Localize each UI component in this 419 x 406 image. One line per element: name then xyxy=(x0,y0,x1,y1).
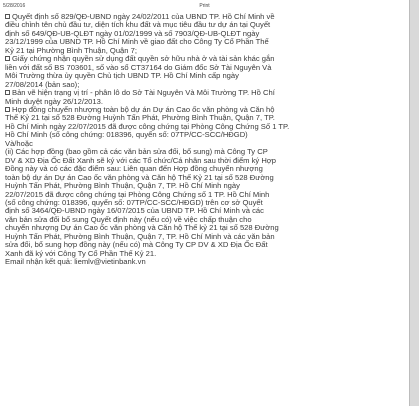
checkbox-bullet-icon xyxy=(5,14,10,19)
line-text: Và/hoặc xyxy=(5,138,33,148)
text-line xyxy=(5,258,403,266)
line-text: Hồ Chí Minh (số công chứng: 018396, quyển số: 07TP/CC-SCC/HĐGD) xyxy=(5,130,248,140)
line-text: Huỳnh Tấn Phát, Phường Bình Thuận, Quận 7, TP. Hồ Chí Minh ngày xyxy=(5,181,240,191)
print-date: 5/28/2016 xyxy=(3,3,26,9)
line-text: toàn bộ dự án Dự án Cao ốc văn phòng và Căn hộ Thế Kỷ 21 tại số 528 Đường xyxy=(5,172,274,182)
line-text: 27/08/2014 (bản sao); xyxy=(5,79,80,89)
line-text: (số công chứng: 018396, quyển số: 07TP/CC-SCC/HĐGD) trên cơ sở Quyết xyxy=(5,197,263,207)
line-text: Quyết định số 829/QĐ-UBND ngày 24/02/2011 của UBND TP. Hồ Chí Minh về xyxy=(12,12,275,21)
line-text: Hợp đồng chuyển nhượng toàn bộ dự án Dự án Cao ốc văn phòng và Căn hộ xyxy=(12,104,275,114)
line-text: định số 649/QĐ-UB-QLĐT ngày 01/02/1999 và số 7903/QĐ-UB-QLĐT ngày xyxy=(5,28,260,38)
line-text: Đồng này và có các đặc điểm sau: Liên quan đến Hợp đồng chuyển nhượng xyxy=(5,164,263,174)
document-body xyxy=(5,13,403,267)
checkbox-bullet-icon xyxy=(5,56,10,61)
line-text: Kỷ 21 tại Phường Bình Thuận, Quận 7; xyxy=(5,45,137,55)
line-text: liền với đất số BS 703601, số vào sổ CT37164 do Giám đốc Sở Tài Nguyên Và xyxy=(5,62,272,72)
line-text: Email nhận kết quả: liemlv@vietinbank.vn xyxy=(5,257,146,267)
paragraph xyxy=(5,55,403,89)
print-title: Print xyxy=(199,3,210,9)
checkbox-bullet-icon xyxy=(5,90,10,95)
line-text: Bản vẽ hiện trạng vị trí - phân lô do Sở Tài Nguyên Và Môi Trường TP. Hồ Chí xyxy=(12,88,275,98)
line-text: Môi Trường thừa ủy quyền Chủ tịch UBND TP. Hồ Chí Minh cấp ngày xyxy=(5,71,239,81)
text-line xyxy=(5,131,403,139)
line-text: Hồ Chí Minh ngày 22/07/2015 đã được công chứng tại Phòng Công Chứng Số 1 TP. xyxy=(5,121,290,131)
line-text: 22/07/2015 đã được công chứng tại Phòng Công Chứng số 1 TP. Hồ Chí Minh xyxy=(5,189,270,199)
paragraph xyxy=(5,106,403,148)
print-header xyxy=(3,3,406,11)
paragraph xyxy=(5,148,403,266)
checkbox-bullet-icon xyxy=(5,107,10,112)
paragraph xyxy=(5,89,403,106)
line-text: Thế Kỷ 21 tại số 528 Đường Huỳnh Tấn Phát, Phường Bình Thuận, Quận 7, TP. xyxy=(5,113,275,123)
paragraph xyxy=(5,13,403,55)
line-text: Huỳnh Tấn Phát, Phường Bình Thuận, Quận 7, TP. Hồ Chí Minh và các văn bản xyxy=(5,231,275,241)
line-text: Xanh đã ký với Công Ty Cổ Phần Thế Kỷ 21. xyxy=(5,248,157,258)
line-text: sửa đổi, bổ sung hợp đồng này (nếu có) mà Công Ty CP DV & XD Địa Ốc Đất xyxy=(5,240,268,250)
vertical-scrollbar[interactable] xyxy=(409,0,419,406)
line-text: DV & XD Địa Ốc Đất Xanh sẽ ký với các Tổ chức/Cá nhân sau thời điểm ký Hợp xyxy=(5,155,277,165)
line-text: định số 3464/QĐ-UBND ngày 16/07/2015 của UBND TP. Hồ Chí Minh và các xyxy=(5,206,264,216)
line-text: (ii) Các hợp đồng (bao gồm cả các văn bản sửa đổi, bổ sung) mà Công Ty CP xyxy=(5,147,268,157)
line-text: điều chỉnh tên chủ đầu tư, diện tích khu đất và mục tiêu đầu tư dự án tại Quyết xyxy=(5,20,271,30)
line-text: chuyển nhượng Dự án Cao ốc văn phòng và Căn hộ Thế kỷ 21 tại số 528 Đường xyxy=(5,223,279,233)
line-text: Giấy chứng nhận quyền sử dụng đất quyền sở hữu nhà ở và tài sản khác gắn xyxy=(12,54,275,64)
line-text: 23/12/1999 của UBND TP. Hồ Chí Minh về giao đất cho Công Ty Cổ Phần Thế xyxy=(5,37,269,47)
line-text: văn bản sửa đổi bổ sung Quyết định này (nếu có) về việc chấp thuận cho xyxy=(5,214,252,224)
line-text: Minh duyệt ngày 26/12/2013. xyxy=(5,96,103,106)
